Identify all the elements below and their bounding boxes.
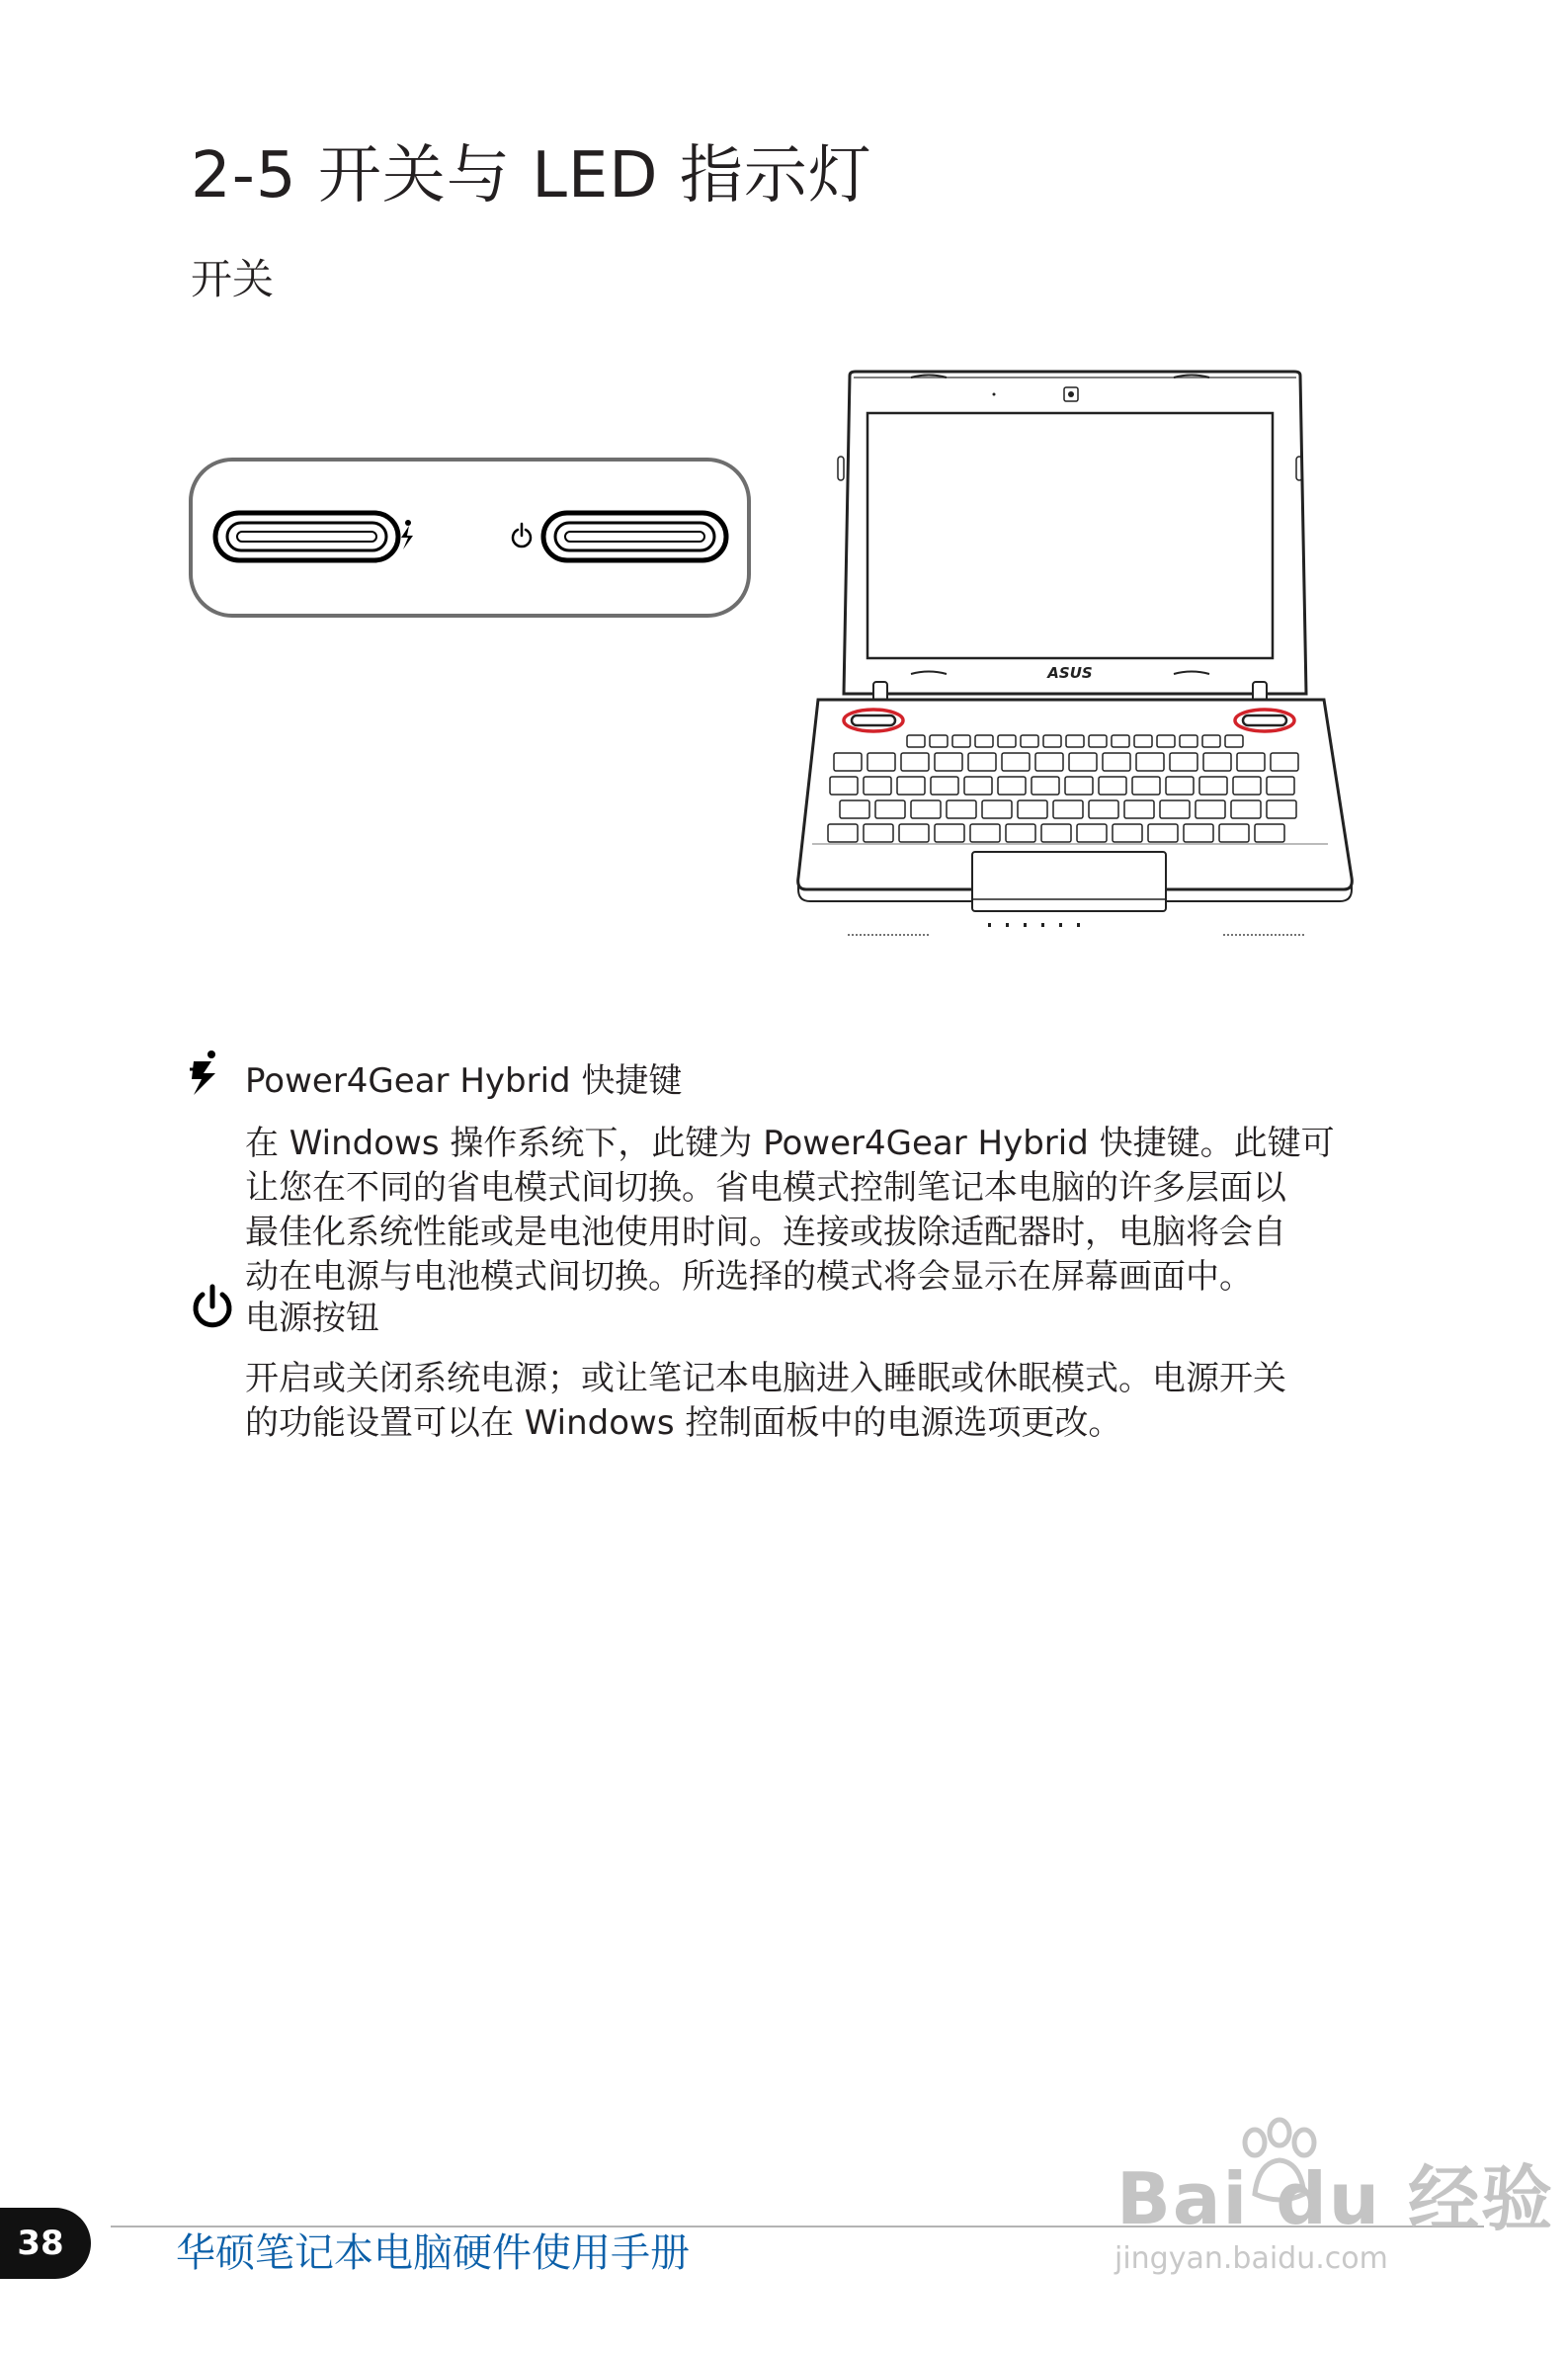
keyboard-key bbox=[840, 800, 869, 818]
keyboard-key bbox=[1035, 753, 1063, 771]
page-number: 38 bbox=[17, 2224, 64, 2263]
paragraph-line: 最佳化系统性能或是电池使用时间。连接或拔除适配器时，电脑将会自 bbox=[245, 1213, 1286, 1252]
keyboard-key bbox=[1077, 824, 1107, 842]
keyboard-key bbox=[1199, 777, 1227, 795]
keyboard-key bbox=[899, 824, 929, 842]
keyboard-key bbox=[1089, 735, 1107, 747]
keyboard-key bbox=[1180, 735, 1197, 747]
keyboard-key bbox=[1225, 735, 1243, 747]
keyboard-key bbox=[830, 777, 858, 795]
keyboard-key bbox=[1136, 753, 1164, 771]
keyboard-key bbox=[1099, 777, 1126, 795]
keyboard-key bbox=[1184, 824, 1213, 842]
keyboard-key bbox=[975, 735, 993, 747]
watermark-url: jingyan.baidu.com bbox=[1114, 2241, 1388, 2276]
keyboard-key bbox=[935, 753, 962, 771]
keyboard-key bbox=[1021, 735, 1038, 747]
keyboard-key bbox=[1113, 824, 1142, 842]
keyboard-key bbox=[901, 753, 929, 771]
laptop-figure bbox=[790, 368, 1363, 953]
keyboard-key bbox=[834, 753, 862, 771]
keyboard-key bbox=[1170, 753, 1197, 771]
keyboard-key bbox=[875, 800, 905, 818]
keyboard-key bbox=[1267, 777, 1294, 795]
keyboard-key bbox=[931, 777, 958, 795]
paragraph-line: 开启或关闭系统电源；或让笔记本电脑进入睡眠或休眠模式。电源开关 bbox=[245, 1359, 1286, 1398]
page-title: 2-5 开关与 LED 指示灯 bbox=[191, 139, 872, 212]
keyboard-key bbox=[1157, 735, 1175, 747]
power-button-title: 电源按钮 bbox=[245, 1299, 379, 1338]
paragraph-line: 让您在不同的省电模式间切换。省电模式控制笔记本电脑的许多层面以 bbox=[245, 1168, 1286, 1208]
keyboard-key bbox=[1231, 800, 1261, 818]
keyboard-key bbox=[1043, 735, 1061, 747]
keyboard-key bbox=[1134, 735, 1152, 747]
brand-logo: ASUS bbox=[1047, 664, 1093, 682]
keyboard-key bbox=[897, 777, 925, 795]
keyboard-key bbox=[982, 800, 1012, 818]
keyboard-key bbox=[970, 824, 1000, 842]
power-button-description bbox=[245, 1357, 1371, 1446]
keyboard-key bbox=[864, 824, 893, 842]
keyboard-key bbox=[1233, 777, 1261, 795]
paragraph-line: 的功能设置可以在 Windows 控制面板中的电源选项更改。 bbox=[245, 1403, 1122, 1443]
keyboard-key bbox=[964, 777, 992, 795]
keyboard-key bbox=[1132, 777, 1160, 795]
power-icon bbox=[190, 1283, 235, 1332]
keyboard-key bbox=[1041, 824, 1071, 842]
keyboard-key bbox=[1255, 824, 1284, 842]
keyboard-key bbox=[935, 824, 964, 842]
keyboard-key bbox=[1032, 777, 1059, 795]
keyboard-key bbox=[1196, 800, 1225, 818]
keyboard-key bbox=[947, 800, 976, 818]
keyboard-key bbox=[1124, 800, 1154, 818]
keyboard-key bbox=[1166, 777, 1194, 795]
keyboard-key bbox=[1089, 800, 1118, 818]
keyboard-key bbox=[998, 735, 1016, 747]
keyboard-key bbox=[1018, 800, 1047, 818]
keyboard-key bbox=[1203, 753, 1231, 771]
keyboard-key bbox=[1006, 824, 1035, 842]
power4gear-description bbox=[245, 1122, 1371, 1300]
section-subtitle: 开关 bbox=[191, 255, 275, 303]
keyboard-key bbox=[1066, 735, 1084, 747]
keyboard-key bbox=[1271, 753, 1298, 771]
footer-manual-title: 华硕笔记本电脑硬件使用手册 bbox=[176, 2230, 690, 2276]
keyboard-key bbox=[1202, 735, 1220, 747]
keyboard-key bbox=[998, 777, 1026, 795]
keyboard-key bbox=[1053, 800, 1083, 818]
keyboard-key bbox=[911, 800, 941, 818]
power4gear-title: Power4Gear Hybrid 快捷键 bbox=[245, 1061, 683, 1101]
power4gear-button-shape bbox=[215, 513, 398, 560]
keyboard-key bbox=[828, 824, 858, 842]
keyboard-key bbox=[1112, 735, 1129, 747]
paragraph-line: 动在电源与电池模式间切换。所选择的模式将会显示在屏幕画面中。 bbox=[245, 1257, 1253, 1297]
keyboard-key bbox=[1002, 753, 1030, 771]
keyboard-key bbox=[1267, 800, 1296, 818]
keyboard-key bbox=[968, 753, 996, 771]
buttons-closeup-figure bbox=[186, 455, 759, 623]
keyboard-key bbox=[1065, 777, 1093, 795]
keyboard-key bbox=[907, 735, 925, 747]
keyboard-key bbox=[1148, 824, 1178, 842]
power4gear-icon bbox=[188, 1050, 223, 1099]
keyboard-key bbox=[1219, 824, 1249, 842]
keyboard-key bbox=[864, 777, 891, 795]
keyboard-key bbox=[930, 735, 948, 747]
power-button-shape bbox=[543, 513, 726, 560]
keyboard-key bbox=[867, 753, 895, 771]
keyboard-key bbox=[952, 735, 970, 747]
keyboard-key bbox=[1237, 753, 1265, 771]
keyboard-key bbox=[1160, 800, 1190, 818]
keyboard-key bbox=[1103, 753, 1130, 771]
paragraph-line: 在 Windows 操作系统下，此键为 Power4Gear Hybrid 快捷键。此键可 bbox=[245, 1124, 1335, 1163]
keyboard-key bbox=[1069, 753, 1097, 771]
watermark-logo-text: Bai du 经验 bbox=[1116, 2157, 1555, 2240]
